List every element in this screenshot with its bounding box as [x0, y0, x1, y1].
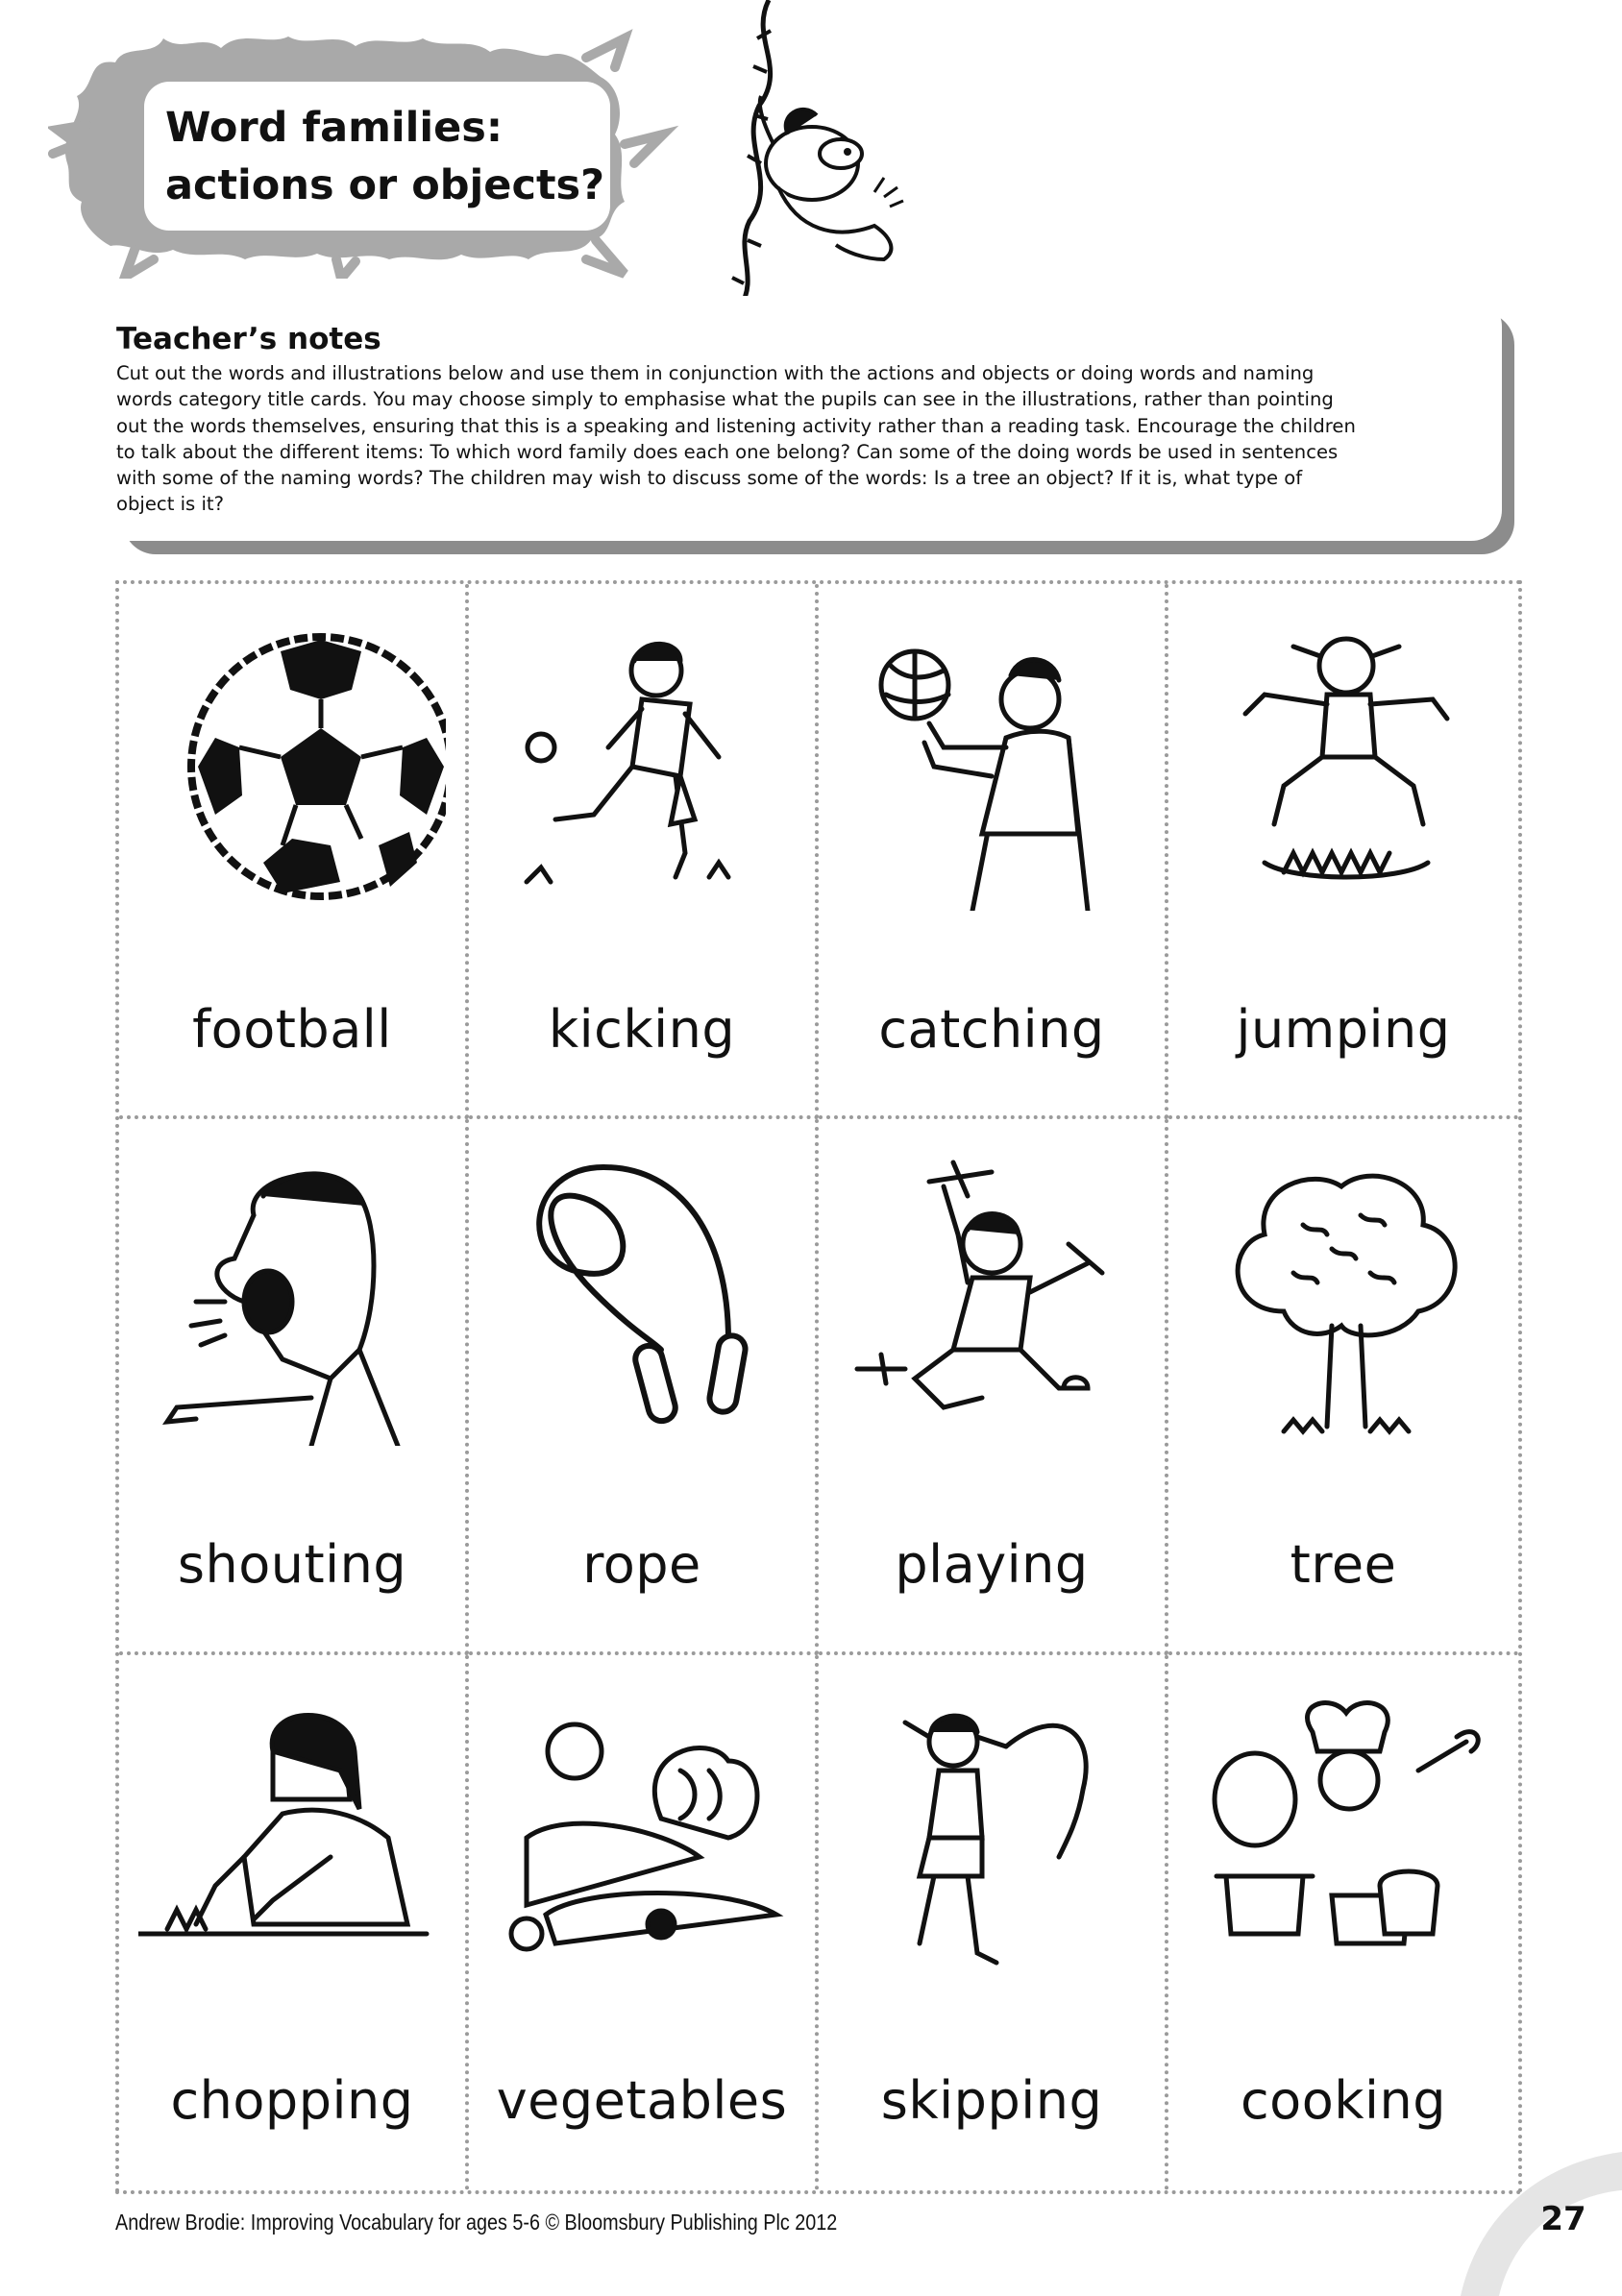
word-card-jumping[interactable]: [1168, 584, 1518, 1119]
woman-chopping-icon: [138, 1694, 446, 1982]
chef-cooking-icon: [1188, 1694, 1495, 1982]
boy-playing-with-planes-icon: [838, 1158, 1145, 1446]
girl-skipping-icon: [838, 1694, 1145, 1982]
boy-catching-ball-icon: [838, 623, 1145, 911]
word-card-grid: [115, 580, 1522, 2194]
card-word: tree: [1290, 1534, 1397, 1596]
notes-line: out the words themselves, ensuring that this is a speaking and listening activity rather than a reading task. Encourage the children: [116, 414, 1356, 437]
notes-line: Cut out the words and illustrations below and use them in conjunction with the actions and objects or doing words and naming: [116, 362, 1315, 384]
teacher-notes-body: [116, 360, 1473, 518]
card-word: skipping: [880, 2069, 1103, 2131]
word-card-shouting[interactable]: [119, 1119, 469, 1654]
notes-line: with some of the naming words? The children may wish to discuss some of the words: Is a tree an object? If it is, what type of: [116, 467, 1303, 490]
girl-jumping-icon: [1188, 623, 1495, 911]
word-card-catching[interactable]: [819, 584, 1168, 1119]
card-word: shouting: [177, 1534, 407, 1596]
skipping-rope-icon: [488, 1158, 796, 1446]
word-card-tree[interactable]: [1168, 1119, 1518, 1654]
notes-line: words category title cards. You may choose simply to emphasise what the pupils can see in the illustrations, rather than pointing: [116, 388, 1334, 411]
card-word: vegetables: [496, 2069, 788, 2131]
man-shouting-icon: [138, 1158, 446, 1446]
title-box: [144, 82, 610, 231]
page-title-line-2: actions or objects?: [165, 161, 605, 209]
card-word: cooking: [1240, 2069, 1447, 2131]
word-card-rope[interactable]: [469, 1119, 819, 1654]
word-card-chopping[interactable]: [119, 1655, 469, 2190]
card-word: rope: [582, 1534, 701, 1596]
vegetables-icon: [488, 1694, 796, 1982]
card-word: catching: [878, 999, 1105, 1060]
card-word: playing: [895, 1534, 1089, 1596]
word-card-playing[interactable]: [819, 1119, 1168, 1654]
teacher-notes-heading: Teacher’s notes: [116, 322, 381, 356]
word-card-kicking[interactable]: [469, 584, 819, 1119]
word-card-vegetables[interactable]: [469, 1655, 819, 2190]
word-card-skipping[interactable]: [819, 1655, 1168, 2190]
word-card-football[interactable]: [119, 584, 469, 1119]
notes-line: to talk about the different items: To which word family does each one belong? Can some of the doing words be used in sentences: [116, 440, 1339, 463]
word-card-cooking[interactable]: [1168, 1655, 1518, 2190]
notes-line: object is it?: [116, 493, 225, 516]
card-word: jumping: [1236, 999, 1451, 1060]
card-word: kicking: [548, 999, 736, 1060]
football-icon: [138, 623, 446, 911]
card-word: football: [192, 999, 392, 1060]
page-title-line-1: Word families:: [165, 104, 504, 152]
page-number: 27: [1540, 2200, 1586, 2238]
card-word: chopping: [170, 2069, 414, 2131]
footer-credit: Andrew Brodie: Improving Vocabulary for ages 5-6 © Bloomsbury Publishing Plc 2012: [115, 2210, 838, 2235]
boy-kicking-ball-icon: [488, 623, 796, 911]
teacher-notes-panel: [104, 296, 1502, 541]
monkey-on-vine-icon: [644, 0, 922, 317]
tree-icon: [1188, 1158, 1495, 1446]
